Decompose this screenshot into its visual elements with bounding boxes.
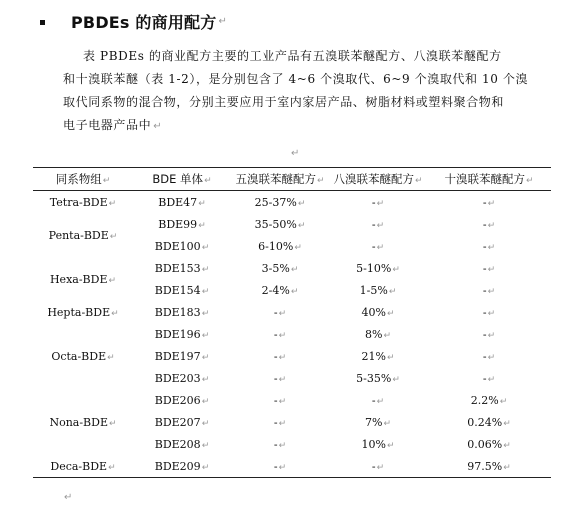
column-header: 八溴联苯醚配方↵ <box>333 172 423 186</box>
formulation-value-cell: -↵ <box>482 327 496 341</box>
formulation-value-cell: -↵ <box>482 261 496 275</box>
formulation-value-cell: -↵ <box>371 217 385 231</box>
table-row <box>33 389 551 411</box>
formulation-value-cell: -↵ <box>371 459 385 473</box>
bde-congener-cell: BDE196↵ <box>154 327 210 341</box>
table-header-row <box>33 168 551 191</box>
pbde-formulation-table <box>33 167 551 478</box>
bde-congener-cell: BDE99↵ <box>158 217 206 231</box>
formulation-value-cell: -↵ <box>482 349 496 363</box>
formulation-value-cell: -↵ <box>273 371 287 385</box>
formulation-value-cell: -↵ <box>273 349 287 363</box>
formulation-value-cell: -↵ <box>273 393 287 407</box>
formulation-value-cell: 10%↵ <box>361 437 395 451</box>
table-row <box>33 323 551 345</box>
formulation-value-cell: 5-35%↵ <box>356 371 400 385</box>
section-heading <box>40 8 227 34</box>
congener-group-cell: Tetra-BDE↵ <box>49 195 117 209</box>
formulation-value-cell: 2-4%↵ <box>261 283 299 297</box>
table-body <box>33 191 551 478</box>
formulation-value-cell: 1-5%↵ <box>359 283 397 297</box>
body-paragraph <box>63 45 531 138</box>
bde-congener-cell: BDE208↵ <box>154 437 210 451</box>
formulation-value-cell: 25-37%↵ <box>254 195 306 209</box>
paragraph-line: 电子电器产品中 ↵ <box>63 118 163 132</box>
formulation-value-cell: 97.5%↵ <box>467 459 511 473</box>
formulation-value-cell: 2.2%↵ <box>470 393 508 407</box>
bde-congener-cell: BDE209↵ <box>154 459 210 473</box>
formulation-value-cell: -↵ <box>371 239 385 253</box>
formulation-value-cell: 6-10%↵ <box>258 239 302 253</box>
congener-group-cell: Deca-BDE↵ <box>50 459 116 473</box>
formulation-value-cell: -↵ <box>273 437 287 451</box>
formulation-value-cell: -↵ <box>482 371 496 385</box>
column-header: BDE 单体↵ <box>152 172 212 186</box>
formulation-value-cell: -↵ <box>482 239 496 253</box>
formulation-value-cell: -↵ <box>482 305 496 319</box>
formulation-value-cell: 0.24%↵ <box>467 415 511 429</box>
formulation-value-cell: 40%↵ <box>361 305 395 319</box>
congener-group-cell: Penta-BDE↵ <box>48 228 118 242</box>
congener-group-cell: Hepta-BDE↵ <box>47 305 119 319</box>
bde-congener-cell: BDE183↵ <box>154 305 210 319</box>
table-row <box>33 455 551 478</box>
formulation-value-cell: -↵ <box>371 195 385 209</box>
section-title: PBDEs 的商用配方 <box>71 12 217 32</box>
congener-group-cell: Hexa-BDE↵ <box>49 272 117 286</box>
column-header: 十溴联苯醚配方↵ <box>444 172 534 186</box>
formulation-value-cell: 8%↵ <box>365 327 391 341</box>
congener-group-cell: Octa-BDE↵ <box>51 349 115 363</box>
paragraph-line: 和十溴联苯醚（表 1-2），是分别包含了 4~6 个溴取代、6~9 个溴取代和 10 个溴 <box>63 72 529 86</box>
formulation-value-cell: 3-5%↵ <box>261 261 299 275</box>
formulation-value-cell: 7%↵ <box>365 415 391 429</box>
formulation-value-cell: -↵ <box>371 393 385 407</box>
congener-group-cell: Nona-BDE↵ <box>49 415 117 429</box>
formulation-value-cell: -↵ <box>273 415 287 429</box>
formulation-value-cell: 35-50%↵ <box>254 217 306 231</box>
bde-congener-cell: BDE207↵ <box>154 415 210 429</box>
bde-congener-cell: BDE206↵ <box>154 393 210 407</box>
bde-congener-cell: BDE153↵ <box>154 261 210 275</box>
formulation-value-cell: 0.06%↵ <box>467 437 511 451</box>
formulation-value-cell: -↵ <box>273 327 287 341</box>
bullet-icon <box>40 20 45 25</box>
paragraph-mark-icon: ↵ <box>64 492 73 503</box>
paragraph-mark-icon: ↵ <box>291 148 300 159</box>
table-row <box>33 257 551 279</box>
paragraph-line: 表 PBDEs 的商业配方主要的工业产品有五溴联苯醚配方、八溴联苯醚配方 <box>83 49 502 63</box>
formulation-value-cell: -↵ <box>482 217 496 231</box>
column-header: 五溴联苯醚配方↵ <box>235 172 325 186</box>
formulation-value-cell: -↵ <box>273 459 287 473</box>
table-row <box>33 213 551 235</box>
formulation-value-cell: 21%↵ <box>361 349 395 363</box>
table-row <box>33 191 551 214</box>
bde-congener-cell: BDE47↵ <box>158 195 206 209</box>
paragraph-mark-icon: ↵ <box>153 121 163 132</box>
table-row <box>33 301 551 323</box>
bde-congener-cell: BDE154↵ <box>154 283 210 297</box>
bde-congener-cell: BDE197↵ <box>154 349 210 363</box>
bde-congener-cell: BDE100↵ <box>154 239 210 253</box>
bde-congener-cell: BDE203↵ <box>154 371 210 385</box>
formulation-value-cell: -↵ <box>482 283 496 297</box>
formulation-value-cell: 5-10%↵ <box>356 261 400 275</box>
column-header: 同系物组↵ <box>55 172 111 186</box>
paragraph-line: 取代同系物的混合物，分别主要应用于室内家居产品、树脂材料或塑料聚合物和 <box>63 95 505 109</box>
paragraph-mark-icon: ↵ <box>218 15 227 27</box>
formulation-value-cell: -↵ <box>482 195 496 209</box>
formulation-value-cell: -↵ <box>273 305 287 319</box>
